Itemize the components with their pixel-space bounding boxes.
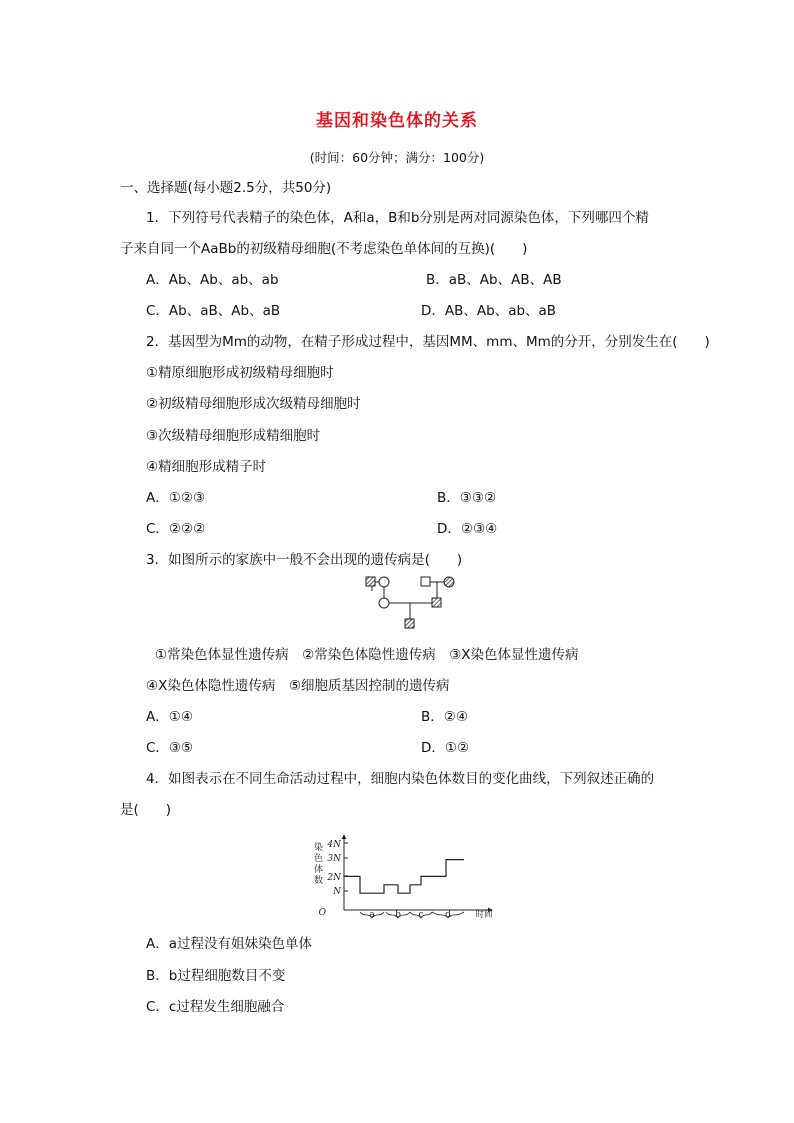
q2-option-d: D．②③④ bbox=[437, 521, 498, 537]
graph-ytick-n: N bbox=[333, 887, 341, 897]
gen1-female bbox=[379, 577, 389, 587]
q3-stem: 3．如图所示的家族中一般不会出现的遗传病是( ) bbox=[146, 552, 463, 568]
pedigree-diagram bbox=[360, 573, 460, 633]
q2-item-1: ①精原细胞形成初级精母细胞时 bbox=[146, 365, 334, 381]
q4-option-b: B．b过程细胞数目不变 bbox=[146, 968, 286, 984]
graph-seg-b: b bbox=[395, 910, 401, 920]
q4-stem-line2: 是( ) bbox=[120, 802, 172, 818]
graph-seg-d: d bbox=[445, 910, 451, 920]
q3-option-b: B．②④ bbox=[421, 709, 468, 725]
graph-ylabel-3: 体 bbox=[314, 865, 324, 875]
graph-ytick-3n: 3N bbox=[327, 854, 341, 864]
gen3-male-affected bbox=[405, 619, 414, 628]
graph-ylabel-4: 数 bbox=[314, 876, 324, 886]
q2-item-4: ④精细胞形成精子时 bbox=[146, 459, 267, 475]
gen2-male-affected bbox=[432, 598, 441, 607]
q3-item-line2: ④X染色体隐性遗传病 ⑤细胞质基因控制的遗传病 bbox=[146, 678, 450, 694]
graph-ytick-4n: 4N bbox=[327, 840, 341, 850]
chromosome-graph bbox=[312, 833, 502, 925]
q3-option-a: A．①④ bbox=[146, 709, 193, 725]
q1-option-c: C．Ab、aB、Ab、aB bbox=[146, 303, 281, 319]
graph-xlabel: 时间 bbox=[475, 910, 493, 920]
graph-ytick-2n: 2N bbox=[327, 873, 341, 883]
gen1-male bbox=[421, 577, 430, 586]
q2-option-b: B．③③② bbox=[437, 490, 497, 506]
graph-ylabel-2: 色 bbox=[314, 854, 324, 864]
page-title: 基因和染色体的关系 bbox=[316, 111, 478, 131]
section-heading: 一、选择题(每小题2.5分，共50分) bbox=[120, 180, 332, 196]
gen1-female-affected bbox=[444, 577, 454, 587]
graph-ylabel-1: 染 bbox=[314, 843, 324, 853]
subtitle: (时间：60分钟；满分：100分) bbox=[309, 150, 485, 165]
gen2-female bbox=[379, 598, 389, 608]
q3-option-d: D．①② bbox=[421, 740, 470, 756]
gen1-male-affected bbox=[366, 577, 375, 586]
q1-stem-line2: 子来自同一个AaBb的初级精母细胞(不考虑染色单体间的互换)( ) bbox=[120, 241, 528, 257]
q1-stem-line1: 1．下列符号代表精子的染色体，A和a，B和b分别是两对同源染色体，下列哪四个精 bbox=[146, 210, 649, 226]
q1-option-d: D．AB、Ab、ab、aB bbox=[421, 303, 557, 319]
q2-stem: 2．基因型为Mm的动物，在精子形成过程中，基因MM、mm、Mm的分开，分别发生在( ) bbox=[146, 334, 710, 350]
q3-option-c: C．③⑤ bbox=[146, 740, 194, 756]
graph-curve bbox=[344, 860, 464, 894]
graph-seg-a: a bbox=[369, 910, 375, 920]
q4-option-a: A．a过程没有姐妹染色单体 bbox=[146, 936, 313, 952]
q4-stem-line1: 4．如图表示在不同生命活动过程中，细胞内染色体数目的变化曲线，下列叙述正确的 bbox=[146, 771, 655, 787]
q1-option-a: A．Ab、Ab、ab、ab bbox=[146, 272, 279, 288]
q2-option-a: A．①②③ bbox=[146, 490, 206, 506]
q2-item-3: ③次级精母细胞形成精细胞时 bbox=[146, 428, 321, 444]
q1-option-b: B．aB、Ab、AB、AB bbox=[426, 272, 562, 288]
q4-option-c: C．c过程发生细胞融合 bbox=[146, 999, 285, 1015]
q2-option-c: C．②②② bbox=[146, 521, 206, 537]
q2-item-2: ②初级精母细胞形成次级精母细胞时 bbox=[146, 396, 361, 412]
graph-origin: O bbox=[318, 908, 326, 918]
graph-seg-c: c bbox=[418, 910, 424, 920]
q3-item-line1: ①常染色体显性遗传病 ②常染色体隐性遗传病 ③X染色体显性遗传病 bbox=[155, 647, 579, 663]
